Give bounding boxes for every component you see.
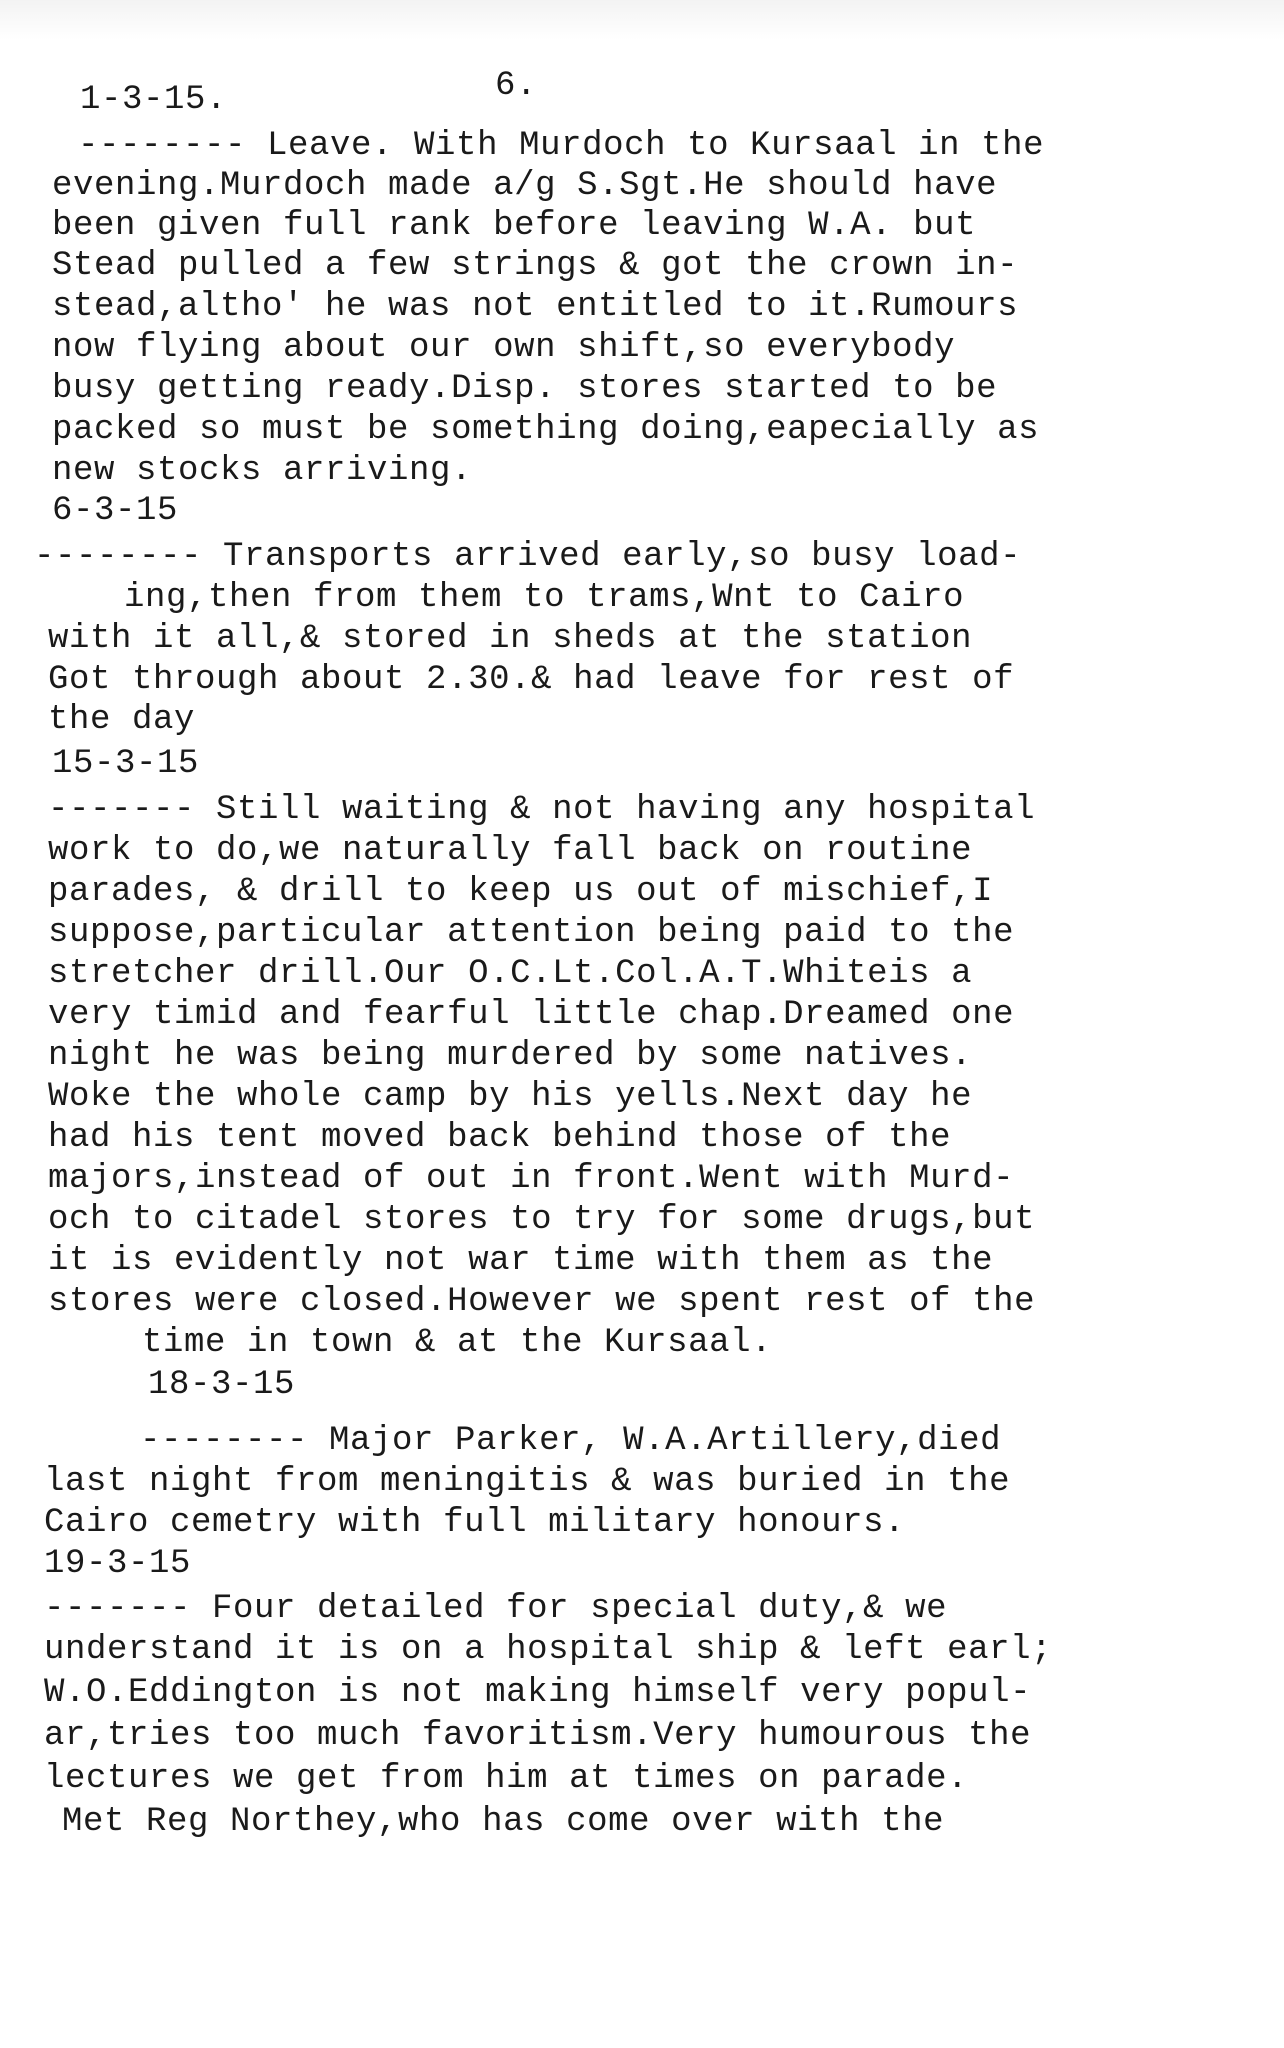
entry-line: -------- Transports arrived early,so busy load- [34,538,1022,576]
entry-date: 18-3-15 [148,1366,296,1404]
entry-line: Cairo cemetry with full military honours. [44,1504,906,1542]
entry-line: understand it is on a hospital ship & left earl; [44,1631,1053,1669]
entry-line: -------- Major Parker, W.A.Artillery,died [140,1422,1002,1460]
entry-line: suppose,particular attention being paid to the [48,914,1015,952]
entry-line: it is evidently not war time with them as the [48,1242,994,1280]
entry-line: ------- Still waiting & not having any hospital [48,791,1036,829]
entry-line: been given full rank before leaving W.A. but [52,207,977,245]
entry-line: ar,tries too much favoritism.Very humourous the [44,1717,1032,1755]
entry-date: 15-3-15 [52,745,200,783]
entry-line: ------- Four detailed for special duty,& we [44,1590,948,1628]
entry-line: lectures we get from him at times on parade. [44,1760,969,1798]
entry-line: night he was being murdered by some natives. [48,1037,973,1075]
entry-line: W.O.Eddington is not making himself very popul- [44,1674,1032,1712]
entry-line: parades, & drill to keep us out of mischief,I [48,873,994,911]
entry-line: busy getting ready.Disp. stores started to be [52,370,998,408]
entry-date: 19-3-15 [44,1545,192,1583]
entry-line: Stead pulled a few strings & got the crown in- [52,247,1019,285]
entry-line: majors,instead of out in front.Went with Murd- [48,1160,1015,1198]
entry-line: och to citadel stores to try for some drugs,but [48,1201,1036,1239]
entry-line: stead,altho' he was not entitled to it.Rumours [52,288,1019,326]
entry-date: 1-3-15. [80,81,228,119]
entry-line: with it all,& stored in sheds at the station [48,620,973,658]
entry-line: new stocks arriving. [52,452,473,490]
entry-line: very timid and fearful little chap.Dreamed one [48,996,1015,1034]
entry-line: evening.Murdoch made a/g S.Sgt.He should have [52,167,998,205]
entry-line: work to do,we naturally fall back on routine [48,832,973,870]
page-number: 6. [495,67,538,105]
entry-line: had his tent moved back behind those of the [48,1119,952,1157]
entry-line: ing,then from them to trams,Wnt to Cairo [124,579,965,617]
entry-date: 6-3-15 [52,492,179,530]
entry-line: the day [48,701,196,739]
entry-line: last night from meningitis & was buried in the [44,1463,1011,1501]
entry-line: packed so must be something doing,eapecially as [52,411,1040,449]
entry-line: time in town & at the Kursaal. [142,1324,773,1362]
entry-line: now flying about our own shift,so everybody [52,329,956,367]
entry-line: stretcher drill.Our O.C.Lt.Col.A.T.Whiteis a [48,955,973,993]
entry-line: Woke the whole camp by his yells.Next day he [48,1078,973,1116]
entry-line: Met Reg Northey,who has come over with the [62,1803,945,1841]
entry-line: stores were closed.However we spent rest of the [48,1283,1036,1321]
entry-line: -------- Leave. With Murdoch to Kursaal in the [78,127,1045,165]
entry-line: Got through about 2.30.& had leave for rest of [48,661,1015,699]
